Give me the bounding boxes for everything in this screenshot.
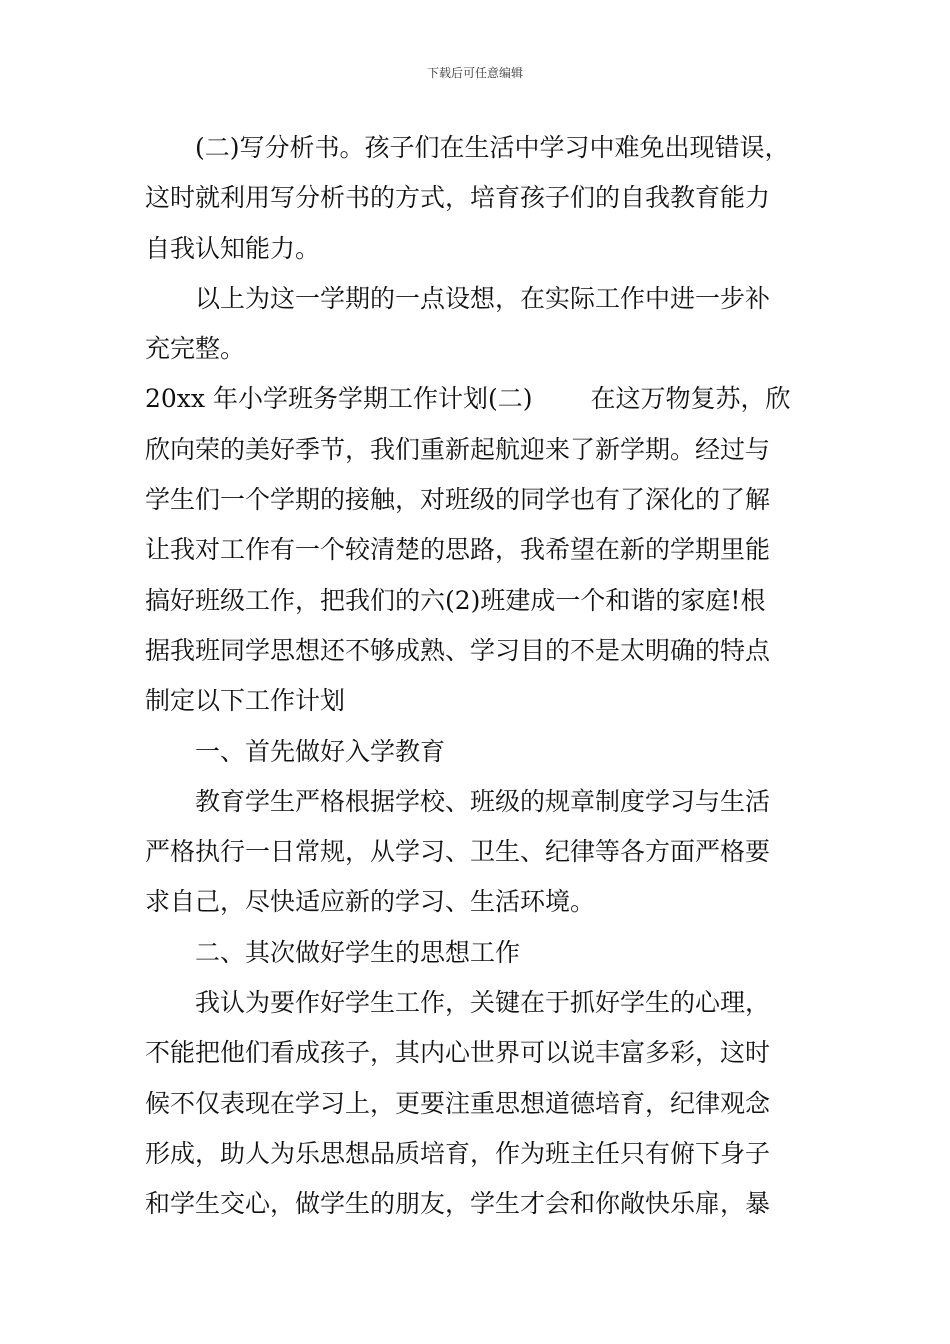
text-line: 严格执行一日常规，从学习、卫生、纪律等各方面严格要 — [145, 837, 771, 867]
section-title: 20xx 年小学班务学期工作计划(二) — [145, 384, 533, 414]
text-line: 求自己，尽快适应新的学习、生活环境。 — [145, 887, 596, 917]
text-line: 欣向荣的美好季节，我们重新起航迎来了新学期。经过与 — [145, 434, 771, 464]
text-line: 教育学生严格根据学校、班级的规章制度学习与生活 — [195, 786, 771, 816]
text-line: 和学生交心，做学生的朋友，学生才会和你敞快乐扉，暴 — [145, 1189, 771, 1219]
section-title-line — [145, 374, 810, 424]
text-line: 学生们一个学期的接触，对班级的同学也有了深化的了解 — [145, 485, 771, 515]
text-line: 制定以下工作计划 — [145, 686, 346, 716]
text-line: 以上为这一学期的一点设想，在实际工作中进一步补 — [195, 283, 771, 313]
page-header: 下载后可任意编辑 — [426, 66, 523, 80]
text-line: (二)写分析书。孩子们在生活中学习中难免出现错误， — [195, 133, 790, 162]
text-line: 充完整。 — [145, 334, 246, 364]
heading-line: 二、其次做好学生的思想工作 — [195, 937, 521, 967]
text-line: 这时就利用写分析书的方式，培育孩子们的自我教育能力 — [145, 183, 771, 213]
text-line: 形成，助人为乐思想品质培育，作为班主任只有俯下身子 — [145, 1138, 771, 1168]
text-line: 让我对工作有一个较清楚的思路，我希望在新的学期里能 — [145, 535, 771, 565]
document-body — [145, 123, 810, 1230]
heading-line: 一、首先做好入学教育 — [195, 736, 446, 766]
text-fragment: 在这万物复苏，欣 — [590, 384, 791, 414]
text-line: 据我班同学思想还不够成熟、学习目的不是太明确的特点 — [145, 635, 771, 665]
text-line: 我认为要作好学生工作，关键在于抓好学生的心理， — [195, 988, 771, 1018]
text-line: 自我认知能力。 — [145, 233, 321, 263]
text-line: 搞好班级工作，把我们的六(2)班建成一个和谐的家庭!根 — [145, 585, 766, 615]
text-line: 候不仅表现在学习上，更要注重思想道德培育，纪律观念 — [145, 1088, 771, 1118]
text-line: 不能把他们看成孩子，其内心世界可以说丰富多彩，这时 — [145, 1038, 771, 1068]
